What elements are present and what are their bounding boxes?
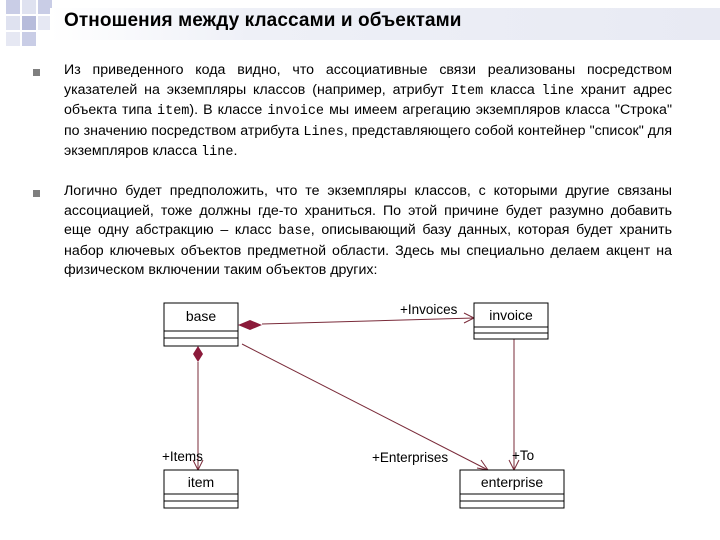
code-term: Item <box>450 83 484 99</box>
text-run: Логично будет предположить, что те экземпляры классов, с которыми другие связаны ассоциацией, тоже должны где-то храниться. По этой причине будет разумно добавить еще одну абстракцию – класс <box>64 183 672 238</box>
role-to: +To <box>512 448 535 463</box>
diamond-items <box>193 346 203 362</box>
text-run: , описывающий базу данных, которая будет хранить набор ключевых объектов предметной области. Здесь мы специально делаем акцент на физическом включении таким объектов других: <box>64 222 672 278</box>
code-term: Lines <box>303 124 344 140</box>
class-name-enterprise: enterprise <box>480 474 544 490</box>
role-items: +Items <box>162 449 203 464</box>
text-run: , представляющего собой контейнер "список" для экземпляров класса <box>64 122 673 159</box>
link-base-invoice <box>262 318 474 324</box>
code-term: base <box>278 224 311 239</box>
role-enterprises: +Enterprises <box>372 450 449 465</box>
association-lines <box>198 318 514 470</box>
code-term: line <box>201 145 234 160</box>
class-name-item: item <box>187 474 215 490</box>
text-run: ). В классе <box>189 102 268 118</box>
code-term: item <box>157 104 190 119</box>
class-name-invoice: invoice <box>489 307 533 323</box>
class-name-base: base <box>185 308 217 324</box>
text-run: . <box>233 143 238 159</box>
text-run: класса <box>483 81 542 98</box>
role-invoices: +Invoices <box>400 302 458 317</box>
link-base-enterprise <box>242 344 488 470</box>
text-run: хранит адрес объекта типа <box>64 81 672 118</box>
arrow-heads <box>193 313 519 470</box>
text-run: мы имеем агрегацию экземпляров класса "Строка" по значению посредством атрибута <box>64 102 672 139</box>
text-run: Из приведенного кода видно, что ассоциативные связи реализованы посредством указателей на экземпляры классов (например, атрибут <box>64 62 672 98</box>
code-term: invoice <box>267 104 325 119</box>
code-term: line <box>541 83 575 99</box>
diamond-invoices <box>238 320 262 330</box>
page-title: Отношения между классами и объектами <box>64 10 462 31</box>
